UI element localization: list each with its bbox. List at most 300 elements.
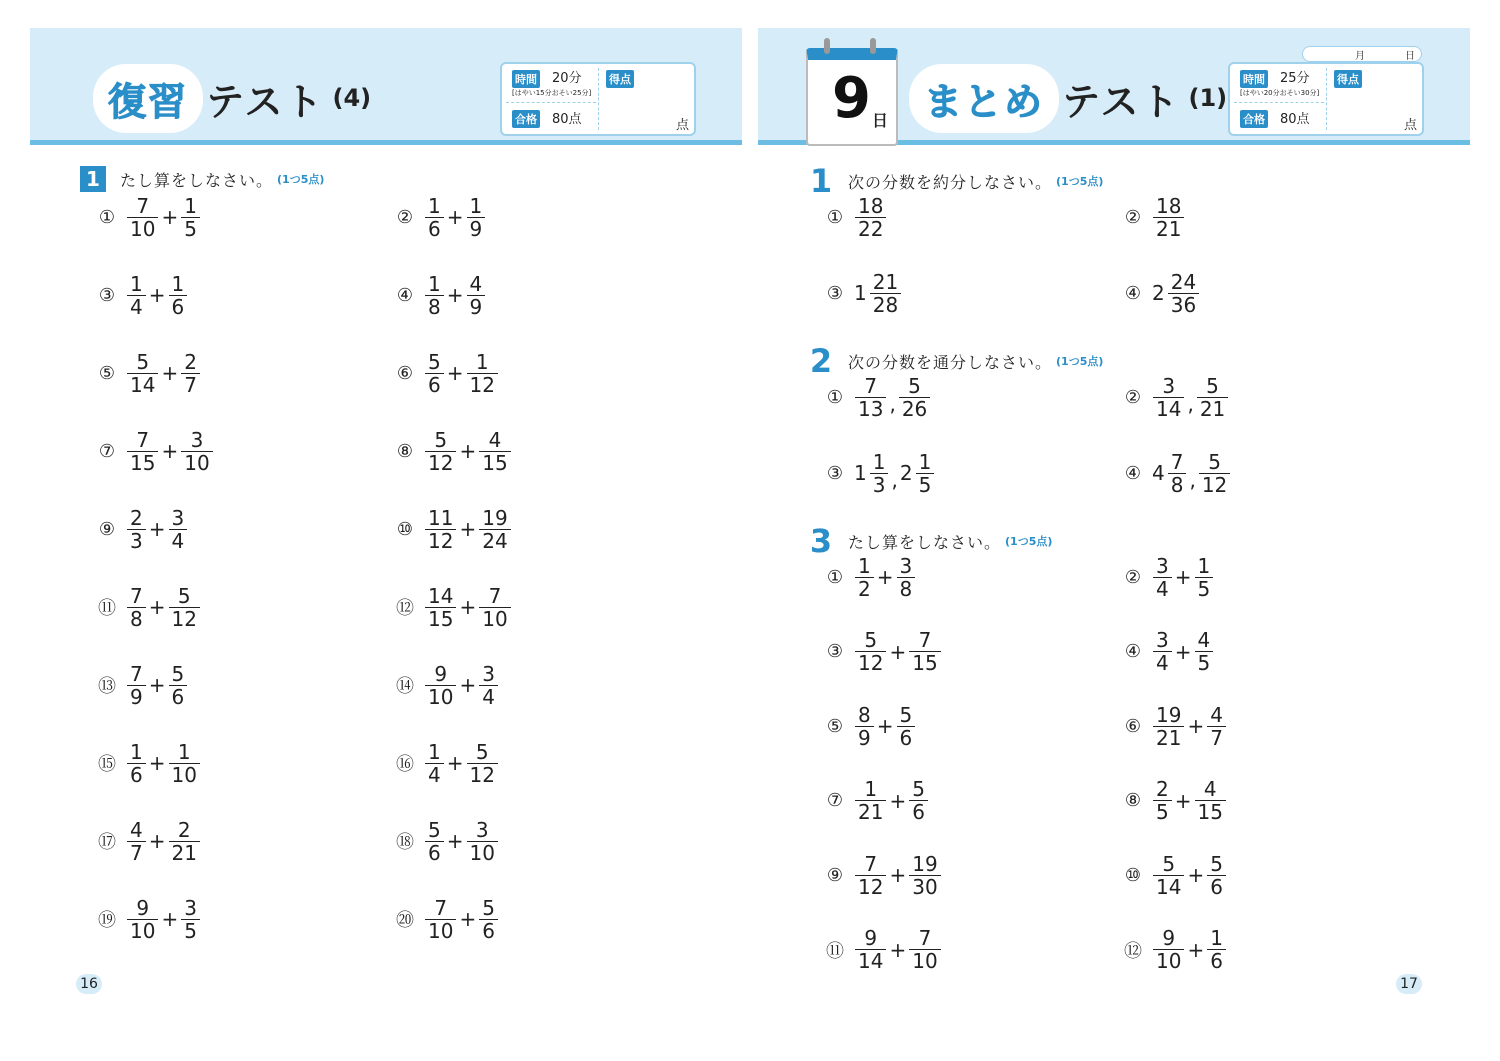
plus-sign: + (446, 829, 464, 853)
plus-sign: + (459, 595, 477, 619)
numerator: 1 (1197, 553, 1211, 578)
numerator: 1 (428, 193, 441, 218)
problem-number: ⑯ (396, 754, 414, 775)
problem-number: ③ (826, 282, 844, 304)
problem-item (94, 504, 188, 554)
numerator: 4 (469, 271, 483, 296)
numerator: 4 (130, 817, 143, 842)
numerator: 3 (1156, 628, 1169, 652)
score-hline (506, 102, 596, 103)
whole-number: 1 (854, 461, 867, 485)
plus-sign: + (148, 283, 166, 307)
denominator: 4 (1153, 577, 1172, 600)
numerator: 9 (136, 895, 150, 920)
denominator: 15 (909, 651, 940, 674)
plus-sign: + (1174, 639, 1192, 664)
denominator: 14 (1153, 397, 1184, 420)
fraction (1168, 271, 1199, 316)
section-points: (1つ5点) (1056, 355, 1104, 368)
fraction (425, 585, 456, 630)
right-page-number: 17 (1396, 974, 1422, 994)
denominator: 10 (425, 919, 456, 942)
problem-item (1120, 925, 1227, 975)
plus-sign: + (1174, 565, 1192, 589)
fraction (855, 778, 886, 823)
problem-item (822, 448, 935, 498)
problem-number: ⑰ (98, 832, 116, 853)
denominator: 12 (1199, 473, 1230, 496)
problem-item (822, 925, 942, 975)
fraction (855, 629, 886, 674)
problem-item (1120, 192, 1185, 242)
numerator: 1 (918, 449, 932, 474)
problem-item (822, 268, 902, 318)
fraction (127, 273, 146, 318)
numerator: 2 (130, 505, 143, 530)
problem-number: ⑲ (98, 910, 116, 931)
problem-item (1120, 372, 1229, 422)
plus-sign: + (459, 673, 477, 697)
plus-sign: + (889, 863, 907, 887)
denominator: 7 (181, 373, 200, 396)
fraction (897, 704, 916, 749)
denominator: 14 (127, 373, 158, 396)
date-day-label: 日 (1405, 51, 1415, 62)
plus-sign: + (876, 565, 894, 589)
numerator: 1 (130, 739, 143, 764)
fraction (425, 741, 444, 786)
fraction (1207, 853, 1226, 898)
fraction (467, 273, 486, 318)
numerator: 7 (918, 926, 932, 950)
plus-sign: + (1187, 937, 1205, 962)
denominator: 21 (169, 841, 200, 864)
numerator: 5 (434, 427, 448, 452)
problem-number: ③ (826, 462, 844, 484)
denominator: 6 (425, 217, 444, 240)
denominator: 4 (479, 685, 498, 708)
fraction (1195, 629, 1214, 674)
numerator: 5 (912, 777, 925, 801)
problem-number: ② (1124, 386, 1142, 408)
numerator: 2 (1156, 777, 1169, 801)
problem-item (1120, 850, 1227, 900)
numerator: 3 (184, 895, 197, 920)
left-page (30, 28, 742, 1028)
fraction (1207, 927, 1226, 972)
left-title-kana: テスト (206, 79, 325, 124)
fraction (425, 897, 456, 942)
problem-number: ① (98, 206, 116, 228)
fraction (479, 507, 510, 552)
calendar-ring (870, 38, 876, 54)
problem-number: ⑬ (98, 676, 116, 697)
numerator: 19 (1156, 702, 1182, 727)
denominator: 4 (1153, 651, 1172, 674)
fraction (1153, 375, 1184, 420)
problem-number: ⑨ (826, 864, 844, 886)
numerator: 1 (858, 553, 871, 578)
problem-number: ⑩ (396, 518, 414, 540)
calendar-ring (824, 38, 830, 54)
denominator: 10 (1153, 949, 1184, 972)
plus-sign: + (161, 907, 179, 931)
fraction (127, 507, 146, 552)
problem-item (1120, 701, 1227, 751)
problem-number: ④ (1124, 462, 1142, 484)
numerator: 1 (428, 739, 441, 764)
numerator: 3 (1156, 553, 1169, 578)
numerator: 7 (136, 193, 150, 218)
problem-item (94, 426, 214, 476)
denominator: 21 (1197, 397, 1228, 420)
problem-number: ① (826, 206, 844, 228)
problem-item (392, 894, 499, 944)
numerator: 4 (488, 427, 502, 452)
fraction (1153, 629, 1172, 674)
problem-item (822, 701, 916, 751)
fraction (855, 927, 886, 972)
problem-item (1120, 627, 1214, 677)
numerator: 9 (1162, 926, 1176, 950)
numerator: 18 (858, 193, 884, 218)
score-hline (1234, 102, 1324, 103)
fraction (1153, 853, 1184, 898)
plus-sign: + (446, 283, 464, 307)
fraction (479, 585, 510, 630)
section-instruction: たし算をしなさい。 (848, 532, 1002, 552)
problem-number: ⑨ (98, 518, 116, 540)
denominator: 36 (1168, 293, 1199, 316)
problem-item (392, 426, 512, 476)
fraction (1153, 555, 1172, 600)
fraction (1153, 195, 1184, 240)
denominator: 14 (1153, 875, 1184, 898)
fraction (169, 507, 188, 552)
fraction (127, 351, 158, 396)
denominator: 21 (855, 800, 886, 823)
right-page (758, 28, 1470, 1028)
numerator: 7 (130, 583, 143, 608)
problem-number: ① (826, 566, 844, 588)
denominator: 10 (909, 949, 940, 972)
denominator: 10 (169, 763, 200, 786)
problem-item (94, 270, 188, 320)
plus-sign: + (1187, 863, 1205, 887)
problem-number: ④ (396, 284, 414, 306)
score-label: 得点 (606, 70, 634, 88)
right-header (758, 28, 1470, 145)
plus-sign: + (889, 788, 907, 813)
problem-number: ⑧ (396, 440, 414, 462)
denominator: 6 (897, 726, 916, 749)
denominator: 9 (127, 685, 146, 708)
date-field[interactable] (1302, 46, 1422, 62)
denominator: 10 (127, 217, 158, 240)
problem-number: ② (396, 206, 414, 228)
section-number: 2 (809, 342, 833, 380)
fraction (169, 819, 200, 864)
left-title-number: (4) (332, 84, 372, 112)
denominator: 6 (909, 800, 928, 823)
denominator: 9 (855, 726, 874, 749)
fraction (1195, 555, 1214, 600)
denominator: 7 (127, 841, 146, 864)
numerator: 1 (872, 449, 886, 474)
date-month-label: 月 (1355, 51, 1365, 62)
plus-sign: + (446, 205, 464, 229)
numerator: 1 (177, 739, 191, 764)
numerator: 11 (428, 505, 454, 530)
problem-number: ③ (98, 284, 116, 306)
right-title-kanji: まとめ (912, 67, 1056, 130)
problem-item (94, 738, 201, 788)
denominator: 5 (916, 473, 935, 496)
denominator: 14 (855, 949, 886, 972)
plus-sign: + (459, 517, 477, 541)
denominator: 6 (1207, 949, 1226, 972)
numerator: 1 (475, 349, 489, 374)
numerator: 9 (864, 926, 878, 950)
fraction (916, 451, 935, 496)
numerator: 1 (469, 193, 483, 218)
section-instruction: 次の分数を約分しなさい。 (848, 172, 1053, 192)
numerator: 14 (428, 583, 454, 608)
fraction (479, 897, 498, 942)
fraction (169, 585, 200, 630)
denominator: 5 (181, 217, 200, 240)
fraction (425, 507, 456, 552)
fraction (1153, 704, 1184, 749)
fraction (1195, 778, 1226, 823)
fraction (855, 375, 886, 420)
problem-item (1120, 776, 1227, 826)
fraction (467, 351, 498, 396)
fraction (467, 819, 498, 864)
numerator: 3 (899, 553, 913, 578)
plus-sign: + (1187, 714, 1205, 738)
problem-item (392, 192, 486, 242)
denominator: 10 (467, 841, 498, 864)
left-title (96, 70, 371, 126)
plus-sign: + (1174, 788, 1192, 813)
denominator: 4 (127, 295, 146, 318)
numerator: 1 (428, 271, 441, 296)
numerator: 1 (1210, 926, 1223, 950)
numerator: 5 (908, 373, 921, 398)
calendar-icon (806, 48, 898, 146)
fraction (1153, 927, 1184, 972)
problem-number: ⑤ (98, 362, 116, 384)
fraction (1207, 704, 1226, 749)
denominator: 4 (425, 763, 444, 786)
fraction (169, 741, 200, 786)
numerator: 24 (1170, 269, 1197, 294)
pass-label: 合格 (1240, 110, 1268, 128)
fraction (909, 629, 940, 674)
denominator: 8 (425, 295, 444, 318)
denominator: 5 (1195, 577, 1214, 600)
numerator: 19 (482, 505, 508, 530)
numerator: 5 (1208, 449, 1221, 474)
denominator: 28 (870, 293, 901, 316)
denominator: 15 (425, 607, 456, 630)
denominator: 8 (127, 607, 146, 630)
denominator: 2 (855, 577, 874, 600)
time-value: 25分 (1280, 71, 1310, 86)
numerator: 1 (184, 193, 197, 218)
left-title-kanji: 復習 (96, 67, 200, 130)
pass-value: 80点 (552, 112, 582, 127)
fraction (127, 897, 158, 942)
numerator: 21 (872, 269, 899, 294)
problem-number: ⑦ (826, 790, 844, 811)
denominator: 15 (1195, 800, 1226, 823)
numerator: 5 (136, 349, 150, 374)
fraction (127, 741, 146, 786)
section-points: (1つ5点) (1056, 175, 1104, 188)
score-divider (598, 68, 599, 130)
problem-number: ① (826, 386, 844, 408)
numerator: 5 (899, 702, 913, 727)
denominator: 6 (425, 841, 444, 864)
problem-item (392, 504, 512, 554)
numerator: 3 (482, 661, 495, 686)
fraction (127, 819, 146, 864)
fraction (425, 819, 444, 864)
plus-sign: + (161, 361, 179, 385)
fraction (1168, 451, 1187, 496)
time-note: [はやい15分おそい25分] (512, 89, 592, 97)
plus-sign: + (446, 751, 464, 775)
denominator: 9 (467, 295, 486, 318)
problem-item (94, 192, 201, 242)
calendar-day-unit: 日 (872, 111, 889, 130)
plus-sign: + (459, 907, 477, 931)
denominator: 12 (425, 451, 456, 474)
numerator: 1 (864, 777, 878, 801)
numerator: 3 (475, 817, 489, 842)
section-instruction: 次の分数を通分しなさい。 (848, 352, 1053, 372)
pass-value: 80点 (1280, 112, 1310, 127)
denominator: 15 (127, 451, 158, 474)
fraction (127, 429, 158, 474)
plus-sign: + (148, 673, 166, 697)
fraction (479, 429, 510, 474)
plus-sign: + (876, 714, 894, 738)
section-points: (1つ5点) (1005, 535, 1053, 548)
comma-separator: , (1187, 392, 1194, 416)
fraction (909, 778, 928, 823)
fraction (855, 704, 874, 749)
problem-number: ⑥ (1124, 715, 1142, 737)
time-note: [はやい20分おそい30分] (1240, 89, 1320, 97)
denominator: 10 (479, 607, 510, 630)
numerator: 7 (434, 895, 448, 920)
problem-item (1120, 448, 1231, 498)
plus-sign: + (889, 639, 907, 664)
numerator: 5 (1162, 851, 1176, 876)
numerator: 7 (864, 851, 878, 876)
problem-number: ⑫ (396, 598, 414, 619)
problem-number: ⑩ (1124, 864, 1142, 886)
numerator: 5 (428, 817, 441, 842)
section-number: 1 (809, 162, 833, 200)
fraction (1197, 375, 1228, 420)
fraction (169, 273, 188, 318)
numerator: 7 (136, 427, 150, 452)
fraction (127, 195, 158, 240)
plus-sign: + (459, 439, 477, 463)
problem-item (822, 627, 942, 677)
numerator: 2 (177, 817, 191, 842)
denominator: 21 (1153, 217, 1184, 240)
fraction (127, 663, 146, 708)
denominator: 10 (127, 919, 158, 942)
plus-sign: + (889, 937, 907, 962)
denominator: 12 (169, 607, 200, 630)
fraction (467, 195, 486, 240)
denominator: 24 (479, 529, 510, 552)
denominator: 6 (1207, 875, 1226, 898)
numerator: 3 (1162, 373, 1176, 398)
problem-number: ④ (1124, 641, 1142, 662)
left-page-number: 16 (76, 974, 102, 994)
fraction (909, 927, 940, 972)
numerator: 19 (912, 851, 938, 876)
fraction (425, 351, 444, 396)
section-points: (1つ5点) (277, 173, 325, 186)
numerator: 7 (1170, 449, 1184, 474)
fraction (425, 663, 456, 708)
denominator: 21 (1153, 726, 1184, 749)
denominator: 12 (855, 875, 886, 898)
plus-sign: + (161, 439, 179, 463)
time-label: 時間 (512, 70, 540, 88)
fraction (479, 663, 498, 708)
whole-number: 1 (854, 281, 867, 305)
numerator: 3 (190, 427, 204, 452)
fraction (425, 273, 444, 318)
left-score-box (500, 62, 696, 136)
numerator: 4 (1210, 702, 1223, 727)
problem-item (392, 660, 499, 710)
denominator: 30 (909, 875, 940, 898)
fraction (870, 271, 901, 316)
numerator: 5 (177, 583, 191, 608)
numerator: 5 (1206, 373, 1219, 398)
fraction (127, 585, 146, 630)
calendar-day-number: 9 (832, 66, 871, 131)
right-title-number: (1) (1188, 84, 1228, 112)
problem-item (94, 660, 188, 710)
plus-sign: + (148, 595, 166, 619)
time-label: 時間 (1240, 70, 1268, 88)
problem-item (1120, 268, 1200, 318)
denominator: 8 (1168, 473, 1187, 496)
problem-number: ② (1124, 566, 1142, 588)
problem-number: ② (1124, 206, 1142, 228)
fraction (870, 451, 889, 496)
denominator: 22 (855, 217, 886, 240)
denominator: 5 (181, 919, 200, 942)
left-section-1 (80, 166, 324, 192)
numerator: 7 (864, 373, 878, 398)
score-label: 得点 (1334, 70, 1362, 88)
fraction (897, 555, 916, 600)
right-title (912, 70, 1227, 126)
problem-item (822, 552, 916, 602)
